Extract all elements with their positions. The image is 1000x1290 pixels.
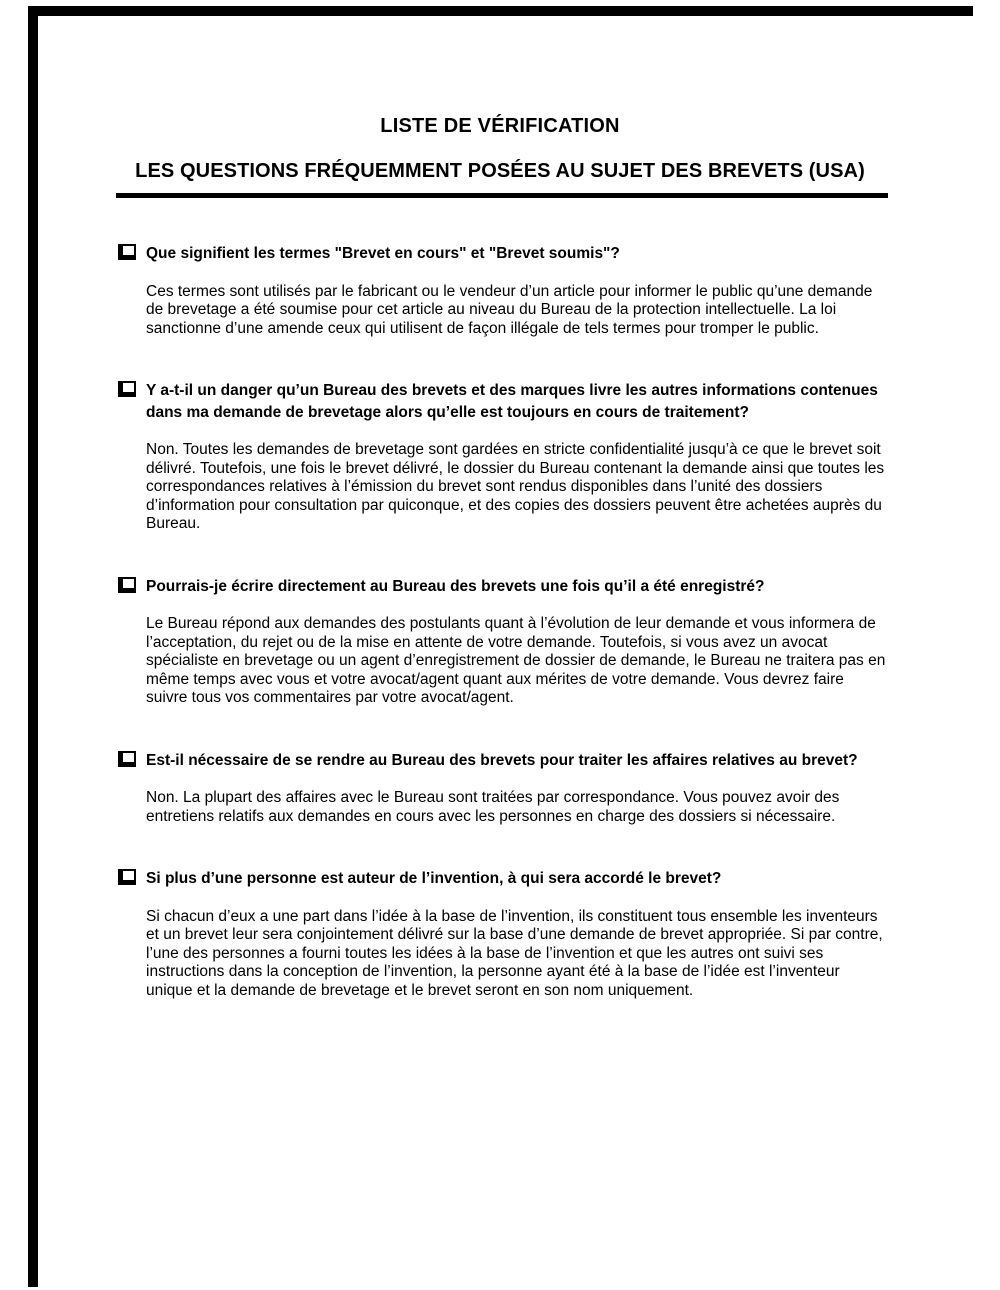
checklist-item <box>118 243 886 338</box>
question-row <box>118 243 886 265</box>
question-text: Est-il nécessaire de se rendre au Bureau des brevets pour traiter les affaires relatives au brevet? <box>146 751 858 769</box>
question-text: Que signifient les termes "Brevet en cours" et "Brevet soumis"? <box>146 245 620 262</box>
question-row <box>118 868 886 890</box>
answer-text: Le Bureau répond aux demandes des postulants quant à l’évolution de leur demande et vous informera de l’acceptation, du rejet ou de la mise en attente de votre demande. Toutefois, si vous avez un avocat spécialiste en brevetage ou un agent d’enregistrement de dossier de demande, le Bureau ne traitera pas en même temps avec vous et votre avocat/agent quant aux mérites de votre demande. Vous devrez faire suivre tous vos commentaires par votre avocat/agent. <box>146 615 886 706</box>
checkbox-icon <box>118 381 136 397</box>
checkbox-icon <box>118 577 136 593</box>
question-row <box>118 380 886 423</box>
checkbox-icon <box>118 751 136 767</box>
document-subtitle: LES QUESTIONS FRÉQUEMMENT POSÉES AU SUJET DES BREVETS (USA) <box>135 160 865 182</box>
checklist-item <box>118 868 886 1000</box>
checklist-item <box>118 380 886 534</box>
question-row <box>118 750 886 772</box>
page-border-top <box>28 6 973 16</box>
question-text: Pourrais-je écrire directement au Bureau des brevets une fois qu’il a été enregistré? <box>146 577 765 595</box>
checklist-item <box>118 576 886 708</box>
checkbox-icon <box>118 869 136 885</box>
answer-text: Ces termes sont utilisés par le fabricant ou le vendeur d’un article pour informer le public qu’une demande de brevetage a été soumise pour cet article au niveau du Bureau de la protection intellectuelle. La loi sanctionne d’une amende ceux qui utilisent de façon illégale de tels termes pour tromper le public. <box>146 282 873 337</box>
checklist <box>118 243 886 1042</box>
question-text: Y a-t-il un danger qu’un Bureau des brevets et des marques livre les autres informations contenues dans ma demande de brevetage alors qu’elle est toujours en cours de traitement? <box>146 382 878 421</box>
question-text: Si plus d’une personne est auteur de l’invention, à qui sera accordé le brevet? <box>146 870 722 887</box>
question-row <box>118 576 886 598</box>
answer-text: Non. La plupart des affaires avec le Bureau sont traitées par correspondance. Vous pouvez avoir des entretiens relatifs aux demandes en cours avec les personnes en charge des dossiers si nécessaire. <box>146 789 840 825</box>
answer-text: Si chacun d’eux a une part dans l’idée à la base de l’invention, ils constituent tous ensemble les inventeurs et un brevet leur sera conjointement délivré sur la base d’une demande de brevet appropriée. Si par contre, l’une des personnes a fourni toutes les idées à la base de l’invention et que les autres ont suivi ses instructions dans la conception de l’invention, la personne ayant été à la base de l’idée est l’inventeur unique et la demande de brevetage et le brevet seront en son nom uniquement. <box>146 907 883 999</box>
title-divider <box>116 193 888 198</box>
checklist-item <box>118 750 886 827</box>
checkbox-icon <box>118 244 136 260</box>
document-title: LISTE DE VÉRIFICATION <box>380 115 620 137</box>
page-border-left <box>28 6 38 1287</box>
answer-text: Non. Toutes les demandes de brevetage sont gardées en stricte confidentialité jusqu’à ce que le brevet soit délivré. Toutefois, une fois le brevet délivré, le dossier du Bureau contenant la demande ainsi que toutes les correspondances relatives à l’émission du brevet sont rendus disponibles dans l’unité des dossiers d’information pour consultation par quiconque, et des copies des dossiers peuvent être achetées auprès du Bureau. <box>146 441 885 532</box>
